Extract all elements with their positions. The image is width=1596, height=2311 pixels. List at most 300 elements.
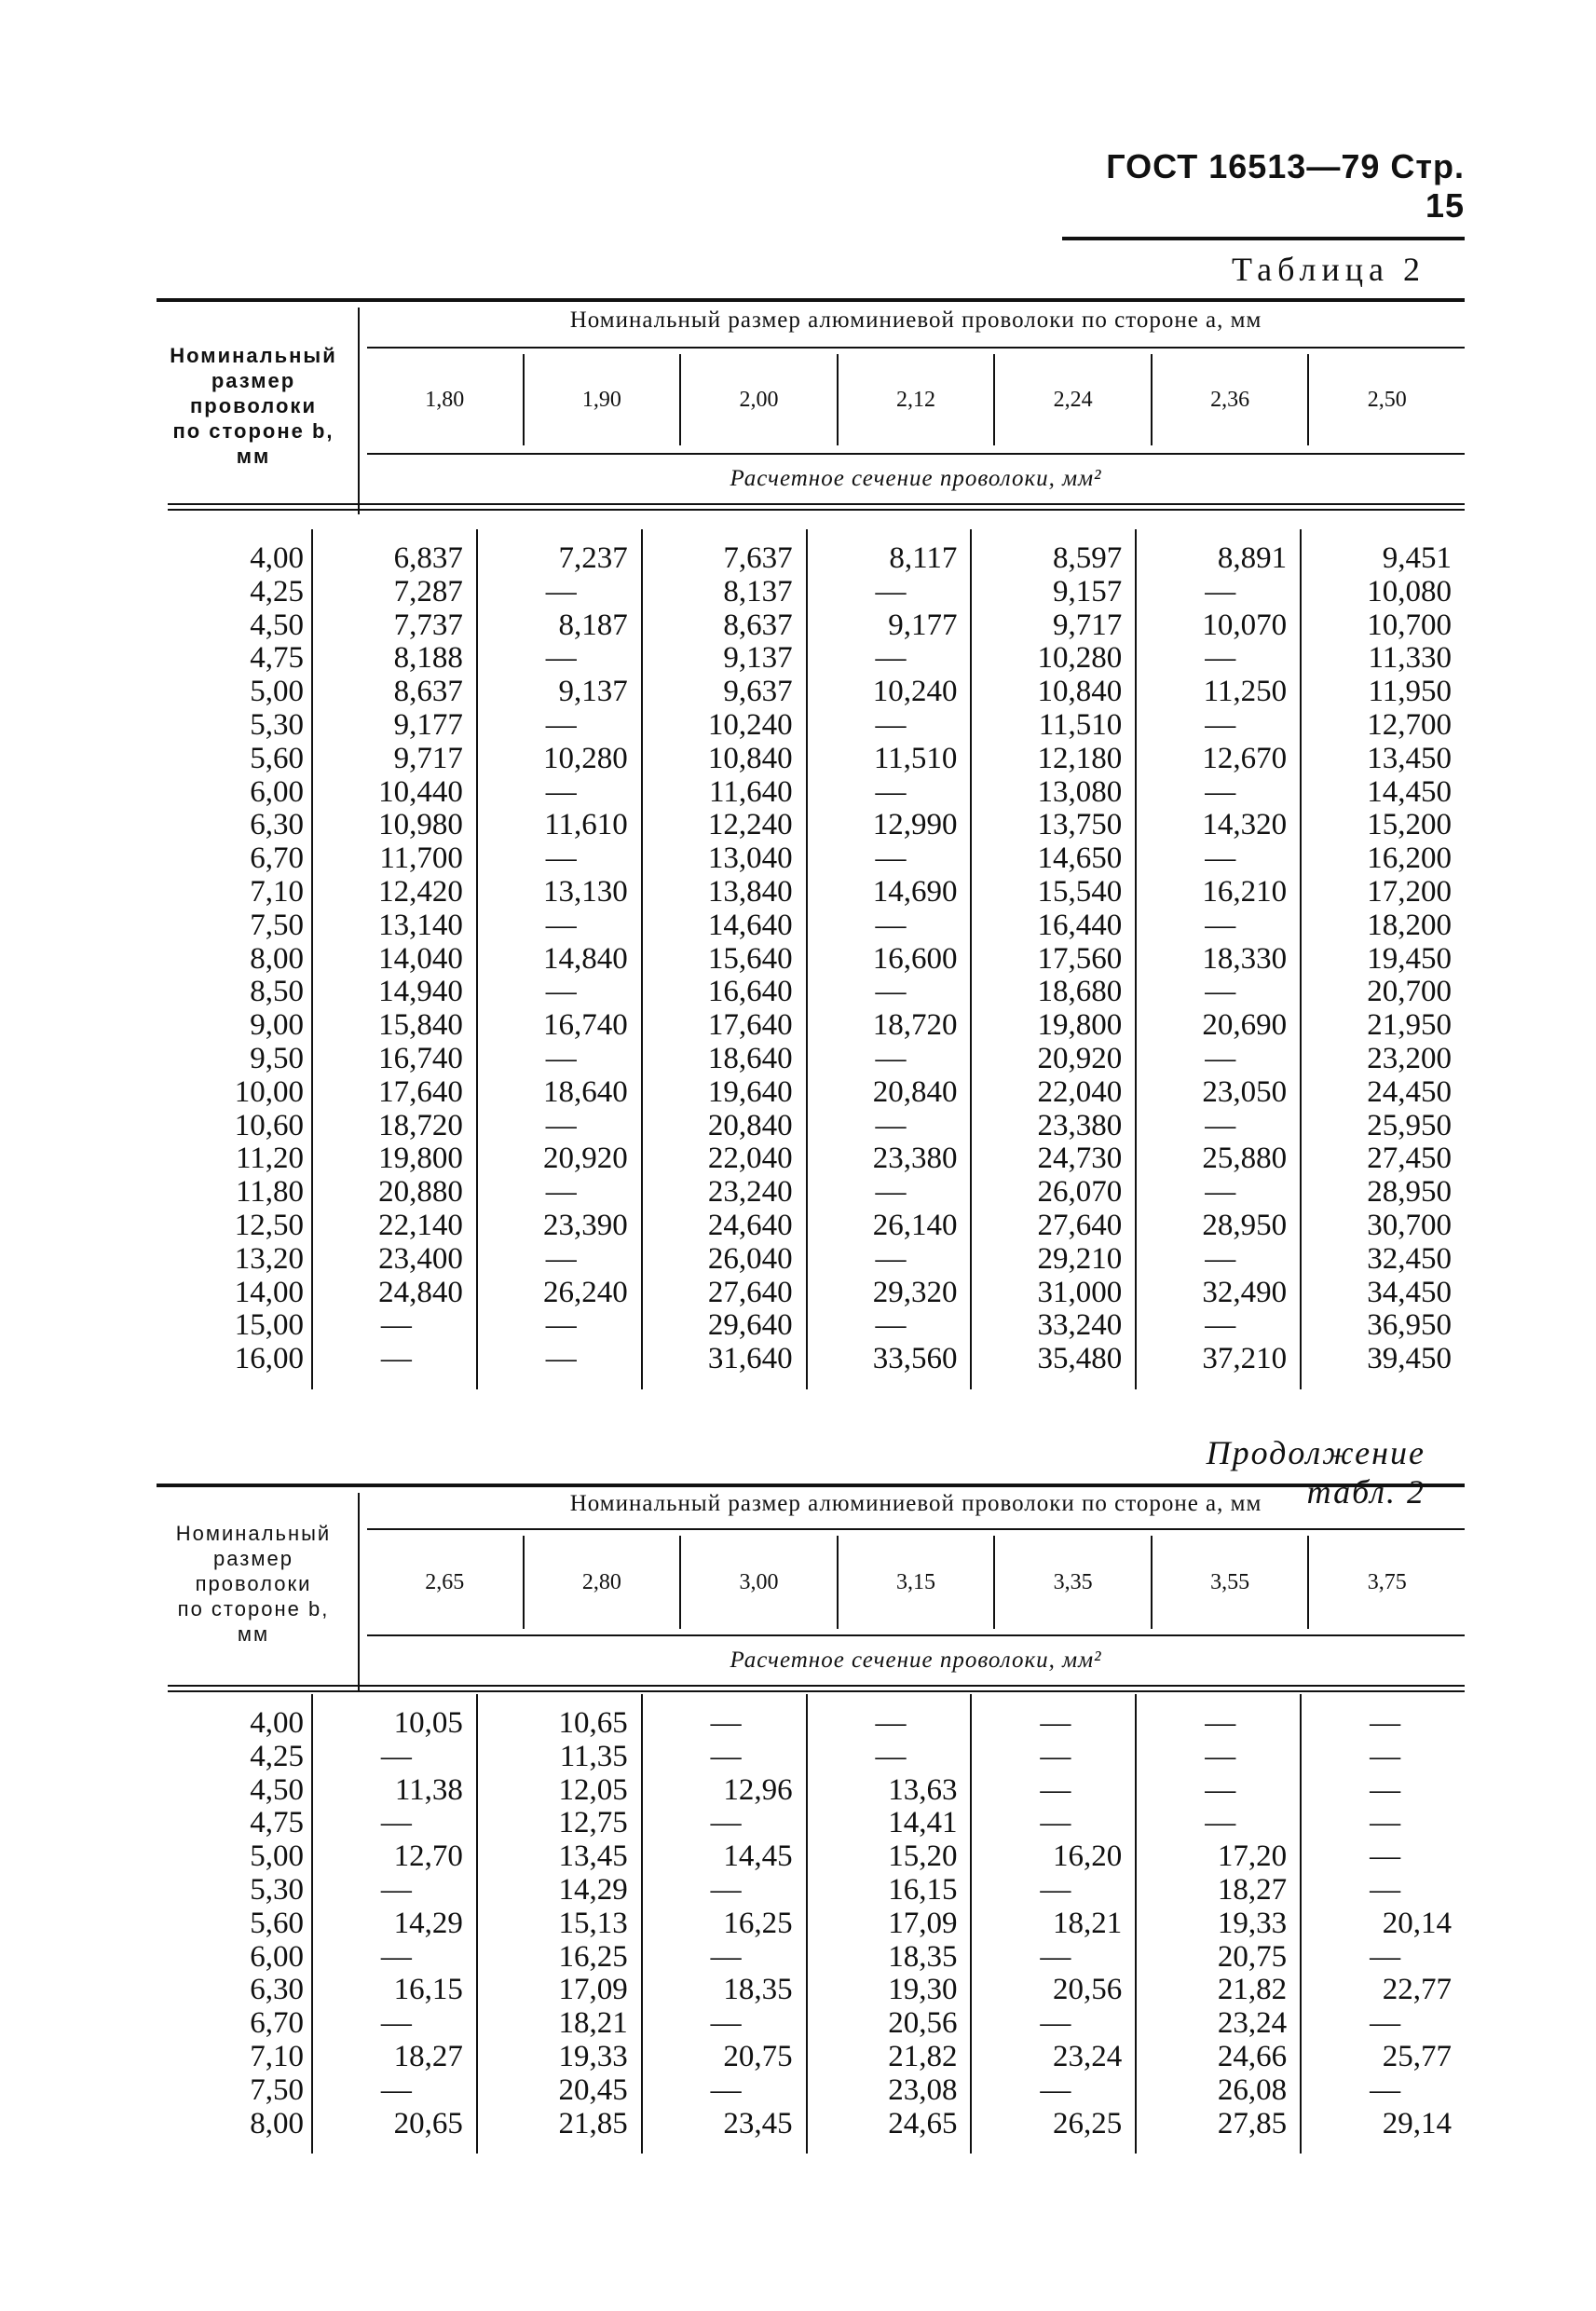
table-cell: 18,680 [1037,975,1123,1009]
table-cell: 21,950 [1367,1008,1453,1043]
table-cell: — [1205,1739,1236,1773]
table-cell: 15,13 [558,1906,628,1940]
size-cell: 2,00 [679,354,837,445]
table-cell: 20,920 [1037,1041,1123,1075]
row-label: 8,00 [250,2106,304,2140]
data-column [476,542,641,1376]
table-cell: 10,240 [707,707,793,742]
table-cell: — [545,641,577,676]
table-cell: — [1370,1739,1401,1773]
table-cell: 9,137 [723,641,793,676]
table-cell: 35,480 [1037,1342,1123,1376]
row-label: 16,00 [234,1342,304,1376]
row-label: 5,60 [250,1906,304,1940]
row-label: 4,75 [250,1806,304,1840]
table-cell: 23,24 [1217,2006,1288,2041]
row-label: 6,30 [250,1973,304,2007]
data-column [1135,1707,1300,2140]
row-label: 8,50 [250,975,304,1009]
table-cell: 14,640 [707,908,793,942]
table-cell: — [875,641,907,676]
table-cell: — [1370,1706,1401,1740]
table-2-continued [157,1484,1465,2154]
data-column [476,1707,641,2140]
table-cell: — [545,1041,577,1075]
table-cell: 12,70 [393,1839,463,1874]
table-cell: 11,510 [1038,707,1123,742]
table-cell: 17,09 [888,1906,958,1940]
table-cell: 31,640 [707,1342,793,1376]
table-cell: 7,237 [558,541,628,575]
table-cell: 14,450 [1367,774,1453,809]
table-cell: — [875,1108,907,1142]
table-cell: — [1370,1839,1401,1874]
table-cell: 21,82 [1217,1973,1288,2007]
table-cell: 12,05 [558,1772,628,1807]
table-cell: — [875,707,907,742]
table-cell: — [1205,1041,1236,1075]
table-cell: 20,45 [558,2072,628,2107]
table-cell: 7,287 [393,574,463,609]
table-cell: 13,750 [1037,808,1123,842]
table-cell: 13,040 [707,841,793,876]
table-cell: — [710,1739,742,1773]
table-cell: 19,33 [1217,1906,1288,1940]
table-cell: 14,320 [1202,808,1288,842]
table-cell: — [545,774,577,809]
table-cell: 18,720 [378,1108,463,1142]
table-cell: — [545,1342,577,1376]
table-cell: — [1205,1108,1236,1142]
table-cell: 23,390 [542,1208,628,1242]
table-cell: 23,400 [378,1241,463,1276]
table-cell: 14,45 [723,1839,793,1874]
subheader: Расчетное сечение проволоки, мм² [730,466,1102,491]
table-cell: — [1370,1872,1401,1907]
table-cell: 13,840 [707,874,793,909]
row-label: 7,10 [250,874,304,909]
table-cell: 21,85 [558,2106,628,2140]
table-cell: 25,950 [1367,1108,1453,1142]
table-cell: — [1205,1772,1236,1807]
size-cell: 3,00 [679,1536,837,1629]
table-cell: 25,77 [1382,2039,1453,2073]
table-cell: 10,280 [1037,641,1123,676]
table-cell: 14,41 [888,1806,958,1840]
table-cell: 32,450 [1367,1241,1453,1276]
table-cell: 26,140 [872,1208,958,1242]
table-cell: 26,25 [1053,2106,1123,2140]
table-cell: — [1040,2006,1071,2041]
table-cell: — [875,1308,907,1343]
table-cell: 17,20 [1217,1839,1288,1874]
table-cell: 10,840 [1037,675,1123,709]
table-cell: — [380,1342,412,1376]
table-cell: — [710,2006,742,2041]
size-cell: 3,55 [1151,1536,1308,1629]
row-label: 6,00 [250,774,304,809]
table-cell: 17,200 [1367,874,1453,909]
table-cell: 23,380 [872,1142,958,1176]
size-cell: 2,80 [523,1536,680,1629]
size-cell: 2,12 [837,354,994,445]
table-cell: — [380,2006,412,2041]
table-cell: 26,070 [1037,1175,1123,1210]
size-row [367,1536,1465,1629]
table-cell: 16,25 [558,1939,628,1974]
table-cell: 32,490 [1202,1275,1288,1309]
table-cell: — [875,774,907,809]
table-cell: — [380,2072,412,2107]
table-cell: — [545,1241,577,1276]
table-cell: 26,08 [1217,2072,1288,2107]
table-body [157,542,1465,1376]
table-cell: 29,320 [872,1275,958,1309]
table-cell: 13,130 [542,874,628,909]
table-cell: 12,96 [723,1772,793,1807]
row-label: 8,00 [250,941,304,976]
table-cell: 11,250 [1203,675,1288,709]
table-cell: 26,040 [707,1241,793,1276]
table-cell: 8,637 [393,675,463,709]
table-cell: 10,840 [707,741,793,775]
table-cell: 22,040 [707,1142,793,1176]
data-column [806,1707,971,2140]
table-cell: 24,66 [1217,2039,1288,2073]
table-cell: 23,240 [707,1175,793,1210]
table-cell: 17,640 [378,1074,463,1109]
table-cell: 20,56 [888,2006,958,2041]
table-cell: 16,740 [378,1041,463,1075]
row-label: 5,30 [250,1872,304,1907]
table-cell: 10,65 [558,1706,628,1740]
table-cell: — [380,1739,412,1773]
table-cell: 23,45 [723,2106,793,2140]
table-cell: 10,05 [393,1706,463,1740]
table-cell: 11,35 [559,1739,628,1773]
row-label: 7,10 [250,2039,304,2073]
table-cell: 16,25 [723,1906,793,1940]
row-label: 4,25 [250,1739,304,1773]
table-cell: 30,700 [1367,1208,1453,1242]
table-cell: 14,840 [542,941,628,976]
table-cell: 29,14 [1382,2106,1453,2140]
row-label: 6,70 [250,841,304,876]
table-cell: 8,637 [723,608,793,642]
table-cell: 13,080 [1037,774,1123,809]
row-label: 5,30 [250,707,304,742]
table-cell: 18,720 [872,1008,958,1043]
column-header: Номинальный размер алюминиевой проволоки по стороне a, мм [569,1491,1262,1516]
table-cell: 15,640 [707,941,793,976]
table-cell: — [1205,1806,1236,1840]
table-cell: 9,717 [393,741,463,775]
table-cell: 11,610 [544,808,628,842]
table-cell: — [875,1041,907,1075]
row-label: 13,20 [234,1241,304,1276]
table-cell: 27,85 [1217,2106,1288,2140]
table-cell: 9,637 [723,675,793,709]
table-cell: 9,177 [888,608,958,642]
table-cell: 10,280 [542,741,628,775]
table-cell: 11,640 [709,774,793,809]
table-cell: 29,210 [1037,1241,1123,1276]
table-cell: 11,330 [1368,641,1453,676]
table-cell: 33,240 [1037,1308,1123,1343]
table-cell: 25,880 [1202,1142,1288,1176]
table-cell: — [545,908,577,942]
row-label: 6,70 [250,2006,304,2041]
table-cell: — [545,1108,577,1142]
table-cell: — [875,574,907,609]
size-cell: 3,75 [1307,1536,1465,1629]
row-label: 14,00 [234,1275,304,1309]
table-cell: — [1205,908,1236,942]
table-cell: 13,63 [888,1772,958,1807]
table-cell: 20,75 [723,2039,793,2073]
table-cell: 24,640 [707,1208,793,1242]
table-cell: 15,200 [1367,808,1453,842]
data-column [1300,1707,1465,2140]
table-cell: 11,700 [379,841,463,876]
table-cell: 24,730 [1037,1142,1123,1176]
table-cell: — [1205,1175,1236,1210]
data-column [806,542,971,1376]
table-cell: 24,840 [378,1275,463,1309]
table-cell: 19,800 [1037,1008,1123,1043]
table-cell: 22,77 [1382,1973,1453,2007]
table-cell: — [875,1175,907,1210]
table-cell: — [1370,1806,1401,1840]
table-cell: 11,510 [873,741,958,775]
table-cell: 16,740 [542,1008,628,1043]
table-cell: 22,140 [378,1208,463,1242]
table-cell: 13,45 [558,1839,628,1874]
table-cell: 8,597 [1053,541,1123,575]
table-cell: 20,920 [542,1142,628,1176]
table-cell: — [545,841,577,876]
table-cell: — [710,1872,742,1907]
table-cell: 19,33 [558,2039,628,2073]
data-column [970,1707,1135,2140]
table-cell: 15,840 [378,1008,463,1043]
data-column [1300,542,1465,1376]
table-cell: — [1040,1739,1071,1773]
size-cell: 3,15 [837,1536,994,1629]
table-cell: — [875,1241,907,1276]
table-cell: 15,540 [1037,874,1123,909]
table-cell: 16,15 [888,1872,958,1907]
table-cell: 10,700 [1367,608,1453,642]
table-cell: — [545,1175,577,1210]
table-cell: 12,700 [1367,707,1453,742]
table-cell: — [1205,774,1236,809]
table-cell: — [1370,2072,1401,2107]
table-cell: — [545,574,577,609]
table-cell: 14,940 [378,975,463,1009]
table-cell: 16,440 [1037,908,1123,942]
table-cell: 10,240 [872,675,958,709]
row-labels [157,542,311,1376]
row-label: 9,00 [250,1008,304,1043]
table-cell: 11,38 [394,1772,463,1807]
table-cell: 20,75 [1217,1939,1288,1974]
table-cell: 18,27 [393,2039,463,2073]
table-cell: 14,650 [1037,841,1123,876]
table-cell: 28,950 [1367,1175,1453,1210]
table-cell: 8,187 [558,608,628,642]
table-cell: — [710,1706,742,1740]
table-cell: 18,330 [1202,941,1288,976]
table-cell: 23,200 [1367,1041,1453,1075]
table-cell: — [875,1706,907,1740]
table-cell: 24,450 [1367,1074,1453,1109]
size-cell: 2,24 [993,354,1151,445]
size-cell: 3,35 [993,1536,1151,1629]
table-cell: 10,080 [1367,574,1453,609]
table-cell: 26,240 [542,1275,628,1309]
table-cell: — [1205,707,1236,742]
table-cell: 9,177 [393,707,463,742]
table-cell: 20,65 [393,2106,463,2140]
table-cell: — [1205,641,1236,676]
table-cell: 20,700 [1367,975,1453,1009]
size-cell: 1,80 [425,388,465,412]
table-cell: 18,35 [723,1973,793,2007]
table-cell: — [545,707,577,742]
table-cell: 23,380 [1037,1108,1123,1142]
table-cell: — [1205,841,1236,876]
row-label: 4,00 [250,1706,304,1740]
table-cell: 23,24 [1053,2039,1123,2073]
table-title: Таблица 2 [1232,251,1425,288]
table-cell: 20,840 [872,1074,958,1109]
row-labels [157,1707,311,2140]
table-cell: 12,670 [1202,741,1288,775]
table-cell: — [1040,1939,1071,1974]
table-cell: — [710,1939,742,1974]
table-cell: 9,451 [1382,541,1453,575]
table-cell: — [380,1872,412,1907]
table-cell: 31,000 [1037,1275,1123,1309]
table-cell: 8,117 [889,541,958,575]
table-cell: 9,717 [1053,608,1123,642]
table-cell: 22,040 [1037,1074,1123,1109]
table-cell: 7,737 [393,608,463,642]
data-column [970,542,1135,1376]
table-cell: — [875,908,907,942]
table-cell: — [1205,574,1236,609]
row-label: 10,60 [234,1108,304,1142]
row-label: 11,80 [235,1175,304,1210]
table-cell: — [545,975,577,1009]
table-cell: 10,440 [378,774,463,809]
table-cell: 14,29 [393,1906,463,1940]
table-cell: — [1040,1706,1071,1740]
row-label: 4,00 [250,541,304,575]
table-cell: — [380,1806,412,1840]
table-cell: — [545,1308,577,1343]
row-label: 5,00 [250,675,304,709]
row-label: 9,50 [250,1041,304,1075]
table-cell: 24,65 [888,2106,958,2140]
table-cell: 14,690 [872,874,958,909]
table-cell: 12,240 [707,808,793,842]
table-cell: 33,560 [872,1342,958,1376]
table-cell: 9,157 [1053,574,1123,609]
table-cell: 12,75 [558,1806,628,1840]
table-cell: 20,840 [707,1108,793,1142]
table-cell: 23,050 [1202,1074,1288,1109]
row-label: 10,00 [234,1074,304,1109]
table-cell: 19,450 [1367,941,1453,976]
table-cell: 17,640 [707,1008,793,1043]
table-cell: 15,20 [888,1839,958,1874]
table-cell: 34,450 [1367,1275,1453,1309]
table-cell: 29,640 [707,1308,793,1343]
size-cell: 2,50 [1307,354,1465,445]
table-cell: 17,560 [1037,941,1123,976]
table-cell: 12,420 [378,874,463,909]
table-cell: 27,640 [1037,1208,1123,1242]
row-label: 5,00 [250,1839,304,1874]
table-cell: 27,450 [1367,1142,1453,1176]
table-cell: — [710,2072,742,2107]
row-label: 7,50 [250,2072,304,2107]
row-label: 6,00 [250,1939,304,1974]
row-label: 5,60 [250,741,304,775]
table-cell: 36,950 [1367,1308,1453,1343]
table-cell: 18,200 [1367,908,1453,942]
table-cell: 8,188 [393,641,463,676]
table-cell: 13,450 [1367,741,1453,775]
table-cell: — [1040,1772,1071,1807]
table-cell: 37,210 [1202,1342,1288,1376]
table-cell: 16,200 [1367,841,1453,876]
table-cell: 21,82 [888,2039,958,2073]
table-cell: — [1205,1706,1236,1740]
table-cell: 10,070 [1202,608,1288,642]
table-cell: — [380,1939,412,1974]
table-cell: 14,040 [378,941,463,976]
row-header: Номинальный размер проволоки по стороне b, мм [170,344,337,468]
table-cell: — [875,841,907,876]
table-cell: 16,210 [1202,874,1288,909]
table-cell: — [1040,1872,1071,1907]
table-cell: 16,15 [393,1973,463,2007]
table-cell: 9,137 [558,675,628,709]
data-column [311,1707,476,2140]
data-column [311,542,476,1376]
size-cell: 2,65 [425,1570,465,1594]
table-cell: 13,140 [378,908,463,942]
row-label: 4,50 [250,608,304,642]
table-cell: — [1370,1939,1401,1974]
table-cell: 8,891 [1217,541,1288,575]
row-label: 6,30 [250,808,304,842]
table-cell: — [875,1739,907,1773]
table-cell: — [380,1308,412,1343]
table-cell: 12,180 [1037,741,1123,775]
table-2 [157,298,1465,1407]
row-label: 7,50 [250,908,304,942]
table-title-continued: Продолжение табл. 2 [1206,1434,1425,1511]
table-cell: — [1370,2006,1401,2041]
size-row [367,354,1465,445]
table-cell: — [1040,2072,1071,2107]
table-cell: 18,640 [542,1074,628,1109]
row-label: 15,00 [234,1308,304,1343]
